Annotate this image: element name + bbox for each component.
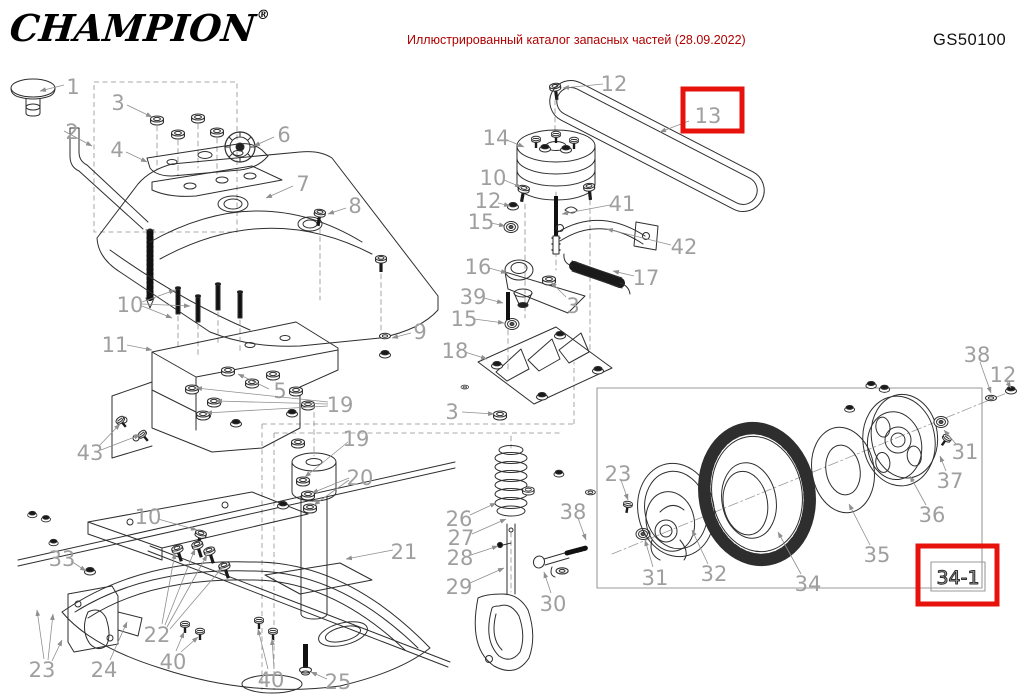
subassembly-ref-label: 34-1: [936, 567, 980, 589]
callout-17: 17: [632, 266, 660, 290]
callout-15: 15: [450, 307, 478, 331]
callout-20: 20: [346, 466, 374, 490]
leader-line-32: [692, 530, 708, 564]
callout-3: 3: [566, 294, 580, 318]
callout-8: 8: [348, 194, 362, 218]
callout-13: 13: [694, 104, 722, 128]
callout-42: 42: [670, 235, 698, 259]
drive-belt-drawing: [543, 73, 772, 219]
leader-line-26: [470, 503, 496, 515]
callout-10: 10: [116, 293, 144, 317]
leader-line-22: [162, 553, 175, 624]
leader-line-27: [472, 519, 506, 534]
leader-line-19: [305, 442, 348, 477]
callout-38: 38: [963, 343, 991, 367]
callout-28: 28: [446, 546, 474, 570]
leader-line-14: [507, 140, 524, 147]
callout-4: 4: [110, 138, 124, 162]
callout-9: 9: [413, 320, 427, 344]
dashed-box-frame-outer: [262, 362, 574, 690]
callout-39: 39: [459, 285, 487, 309]
leader-line-3: [462, 412, 494, 414]
callout-12: 12: [989, 363, 1017, 387]
callout-19: 19: [342, 427, 370, 451]
callout-22: 22: [143, 623, 171, 647]
leader-line-41: [562, 205, 610, 214]
callout-29: 29: [445, 575, 473, 599]
leader-line-21: [346, 550, 393, 559]
leader-line-9: [392, 333, 411, 338]
leader-line-29: [470, 568, 504, 583]
leader-line-10: [142, 306, 172, 318]
callout-5: 5: [273, 379, 287, 403]
leader-line-3: [127, 105, 152, 117]
callout-18: 18: [441, 339, 469, 363]
leader-line-7: [266, 186, 293, 198]
callout-35: 35: [863, 543, 891, 567]
callout-32: 32: [700, 562, 728, 586]
callout-31: 31: [641, 566, 669, 590]
leader-line-30: [544, 572, 551, 593]
callout-14: 14: [482, 126, 510, 150]
callout-23: 23: [28, 658, 56, 682]
catalog-title: Иллюстрированный каталог запасных частей (28.09.2022): [407, 33, 746, 47]
callout-37: 37: [936, 469, 964, 493]
leader-line-23: [37, 610, 44, 659]
callout-21: 21: [390, 540, 418, 564]
callout-26: 26: [445, 507, 473, 531]
leader-line-17: [613, 271, 634, 276]
leader-line-40: [176, 632, 184, 651]
leader-line-6: [254, 137, 274, 146]
leader-line-23: [48, 614, 53, 660]
callout-40: 40: [257, 668, 285, 692]
callout-41: 41: [608, 192, 636, 216]
callout-2: 2: [65, 120, 79, 144]
callout-12: 12: [600, 72, 628, 96]
leader-line-39: [484, 298, 503, 303]
callout-30: 30: [539, 592, 567, 616]
callout-16: 16: [464, 255, 492, 279]
callout-34: 34: [794, 572, 822, 596]
leader-line-42: [607, 229, 671, 245]
callout-25: 25: [324, 670, 352, 694]
leader-line-28: [471, 546, 498, 555]
leader-line-16: [489, 268, 507, 273]
callout-40: 40: [159, 650, 187, 674]
callout-43: 43: [76, 441, 104, 465]
leader-line-35: [849, 504, 870, 545]
crank-handle-drawing: [11, 79, 154, 308]
leader-line-15: [474, 319, 504, 323]
depth-spring-drawing: [475, 436, 586, 671]
leader-line-10: [158, 519, 197, 530]
callout-10: 10: [134, 505, 162, 529]
callout-3: 3: [445, 400, 459, 424]
leader-line-10: [504, 180, 521, 187]
callout-33: 33: [48, 547, 76, 571]
leader-line-8: [328, 208, 346, 214]
leader-line-22: [170, 568, 222, 629]
callout-11: 11: [101, 333, 129, 357]
leader-line-20: [312, 478, 349, 493]
callout-1: 1: [66, 75, 80, 99]
callout-15: 15: [467, 210, 495, 234]
leader-line-4: [126, 152, 147, 162]
model-number: GS50100: [933, 31, 1007, 49]
callout-3: 3: [111, 91, 125, 115]
leader-line-40: [258, 629, 268, 669]
callout-19: 19: [326, 393, 354, 417]
leader-line-1: [40, 85, 64, 91]
callout-24: 24: [90, 658, 118, 682]
callout-7: 7: [296, 172, 310, 196]
callout-27: 27: [447, 526, 475, 550]
registered-mark: ®: [255, 8, 271, 23]
callout-38: 38: [559, 500, 587, 524]
callout-12: 12: [474, 189, 502, 213]
leader-line-11: [127, 345, 152, 350]
callout-23: 23: [604, 462, 632, 486]
callout-6: 6: [277, 123, 291, 147]
callout-36: 36: [918, 503, 946, 527]
engine-bracket-drawing: [112, 283, 338, 458]
highlight-layer: [683, 89, 997, 604]
callout-10: 10: [479, 166, 507, 190]
callout-31: 31: [951, 440, 979, 464]
logo-text: CHAMPION: [7, 6, 258, 50]
